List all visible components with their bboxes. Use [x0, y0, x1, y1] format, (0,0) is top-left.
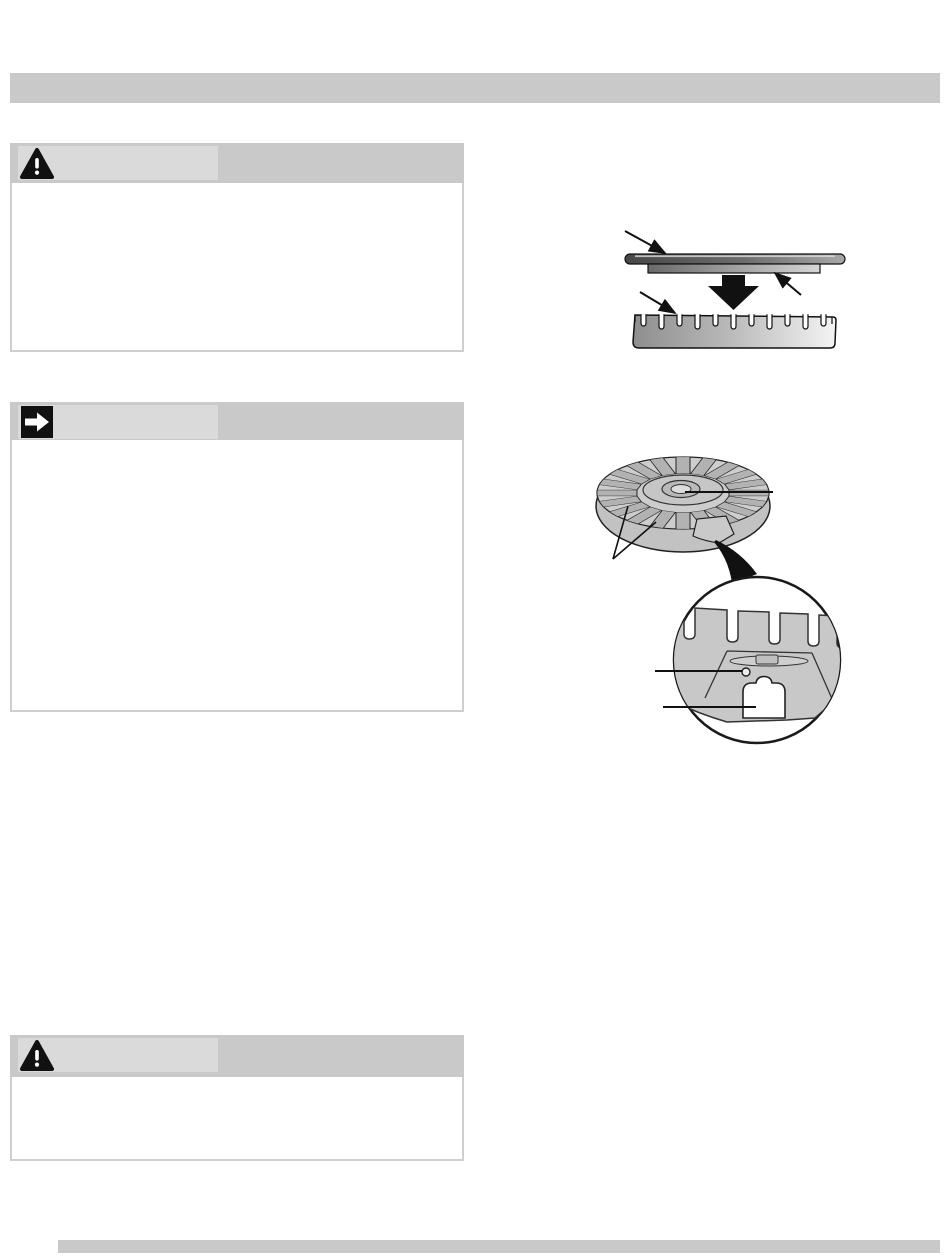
warning-box-1 [10, 143, 464, 352]
warning-box-1-header [10, 143, 464, 183]
burner-head-slots [635, 314, 832, 329]
cap-highlight [635, 255, 835, 257]
head-rim-callout-arrow [640, 292, 675, 313]
warning-triangle-icon [20, 147, 54, 181]
warning-box-2 [10, 1035, 464, 1161]
bottom-section-bar [58, 1240, 940, 1253]
burner-cap-base-ring [648, 264, 820, 273]
top-section-bar [10, 73, 940, 103]
magnifier-contents [667, 606, 867, 722]
place-down-arrow-icon [708, 275, 759, 310]
note-box-body [10, 440, 464, 712]
igniter-port-hole [742, 668, 750, 676]
warning-triangle-icon [20, 1039, 54, 1073]
lip-tab [756, 655, 778, 664]
note-box [10, 402, 464, 712]
spark-igniter [743, 677, 785, 719]
warning-box-2-body [10, 1077, 464, 1161]
note-box-header [10, 402, 464, 440]
burner-head-detail-figure [575, 440, 875, 760]
warning-box-1-body [10, 183, 464, 352]
arrow-right-icon [20, 405, 54, 439]
burner-cap-assembly-figure [595, 222, 860, 362]
warning-box-2-header [10, 1035, 464, 1077]
cap-ring-callout-arrow [775, 273, 801, 295]
cap-top-callout-arrow [625, 231, 665, 253]
